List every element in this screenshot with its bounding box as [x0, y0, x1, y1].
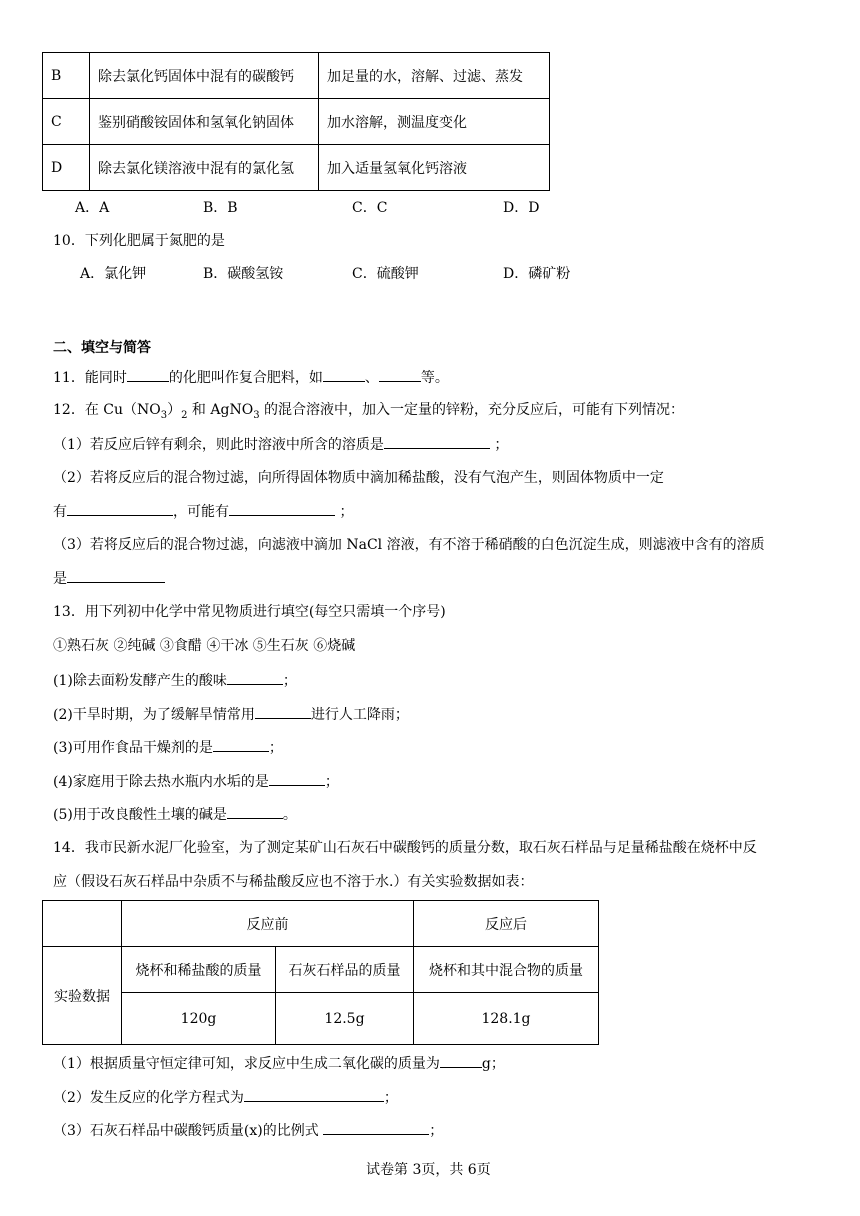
subscript: 3	[160, 409, 168, 421]
q12-sub3-cont	[53, 568, 165, 589]
data-value: 120g	[122, 993, 276, 1045]
experiment-data-table	[42, 900, 599, 1045]
punctuation: ；	[268, 740, 283, 756]
q12-sub2-text: 有	[53, 504, 67, 520]
q12-sub2-cont	[53, 501, 353, 522]
q14-sub3	[53, 1120, 443, 1141]
answer-blank[interactable]	[379, 367, 421, 382]
row-method: 加水溶解，测温度变化	[319, 99, 550, 145]
q14-stem-line1: 14．我市民新水泥厂化验室，为了测定某矿山石灰石中碳酸钙的质量分数，取石灰石样品与足量稀盐酸在烧杯中反	[53, 840, 757, 856]
answer-blank[interactable]	[440, 1053, 482, 1068]
punctuation: ；	[339, 504, 354, 520]
row-letter: C	[43, 99, 90, 145]
q12-sub1-text: （1）若反应后锌有剩余，则此时溶液中所含的溶质是	[53, 437, 384, 453]
q9-option-c: C．C	[352, 200, 388, 216]
q13-item-5	[53, 804, 297, 825]
q13-item-text: (4)家庭用于除去热水瓶内水垢的是	[53, 774, 269, 790]
q11-part4: 等。	[420, 370, 449, 386]
q13-item-3	[53, 737, 283, 758]
q11-part3: 、	[364, 370, 379, 386]
q14-sub1-text: （1）根据质量守恒定律可知，求反应中生成二氧化碳的质量为	[53, 1056, 440, 1072]
q13-stem: 13．用下列初中化学中常见物质进行填空(每空只需填一个序号)	[53, 604, 446, 620]
row-item: 鉴别硝酸铵固体和氢氧化钠固体	[90, 99, 319, 145]
q11-part1: 11．能同时	[53, 370, 127, 386]
options-table	[42, 52, 550, 191]
q12-sub2: （2）若将反应后的混合物过滤，向所得固体物质中滴加稀盐酸，没有气泡产生，则固体物质中一定	[53, 470, 664, 486]
row-label: 实验数据	[43, 947, 122, 1045]
q12-intro-text: 和 AgNO	[187, 402, 254, 418]
answer-blank[interactable]	[323, 367, 365, 382]
q12-intro-text: 12．在 Cu（NO	[53, 402, 161, 418]
q9-option-d: D．D	[503, 200, 540, 216]
q13-item-2	[53, 704, 409, 725]
punctuation: 。	[282, 807, 297, 823]
answer-blank[interactable]	[213, 737, 269, 752]
answer-blank[interactable]	[323, 1120, 429, 1135]
q13-item-text: (3)可用作食品干燥剂的是	[53, 740, 213, 756]
data-value: 12.5g	[276, 993, 414, 1045]
q10-option-b: B．碳酸氢铵	[203, 266, 284, 282]
row-letter: B	[43, 53, 90, 99]
punctuation: ；	[429, 1123, 444, 1139]
answer-blank[interactable]	[255, 704, 311, 719]
q11-part2: 的化肥叫作复合肥料，如	[168, 370, 323, 386]
q13-item-text: (1)除去面粉发酵产生的酸味	[53, 673, 227, 689]
before-header: 反应前	[122, 901, 414, 947]
subscript: 2	[181, 409, 188, 421]
row-method: 加入适量氢氧化钙溶液	[319, 145, 550, 191]
q10-option-a: A．氯化钾	[80, 266, 147, 282]
q9-option-b: B．B	[203, 200, 238, 216]
row-method: 加足量的水，溶解、过滤、蒸发	[319, 53, 550, 99]
punctuation: ；	[282, 673, 297, 689]
q12-intro-text: 的混合溶液中，加入一定量的锌粉，充分反应后，可能有下列情况：	[259, 402, 685, 418]
column-header: 烧杯和其中混合物的质量	[414, 947, 599, 993]
column-header: 烧杯和稀盐酸的质量	[122, 947, 276, 993]
q11	[53, 367, 449, 388]
q14-sub2-text: （2）发生反应的化学方程式为	[53, 1090, 244, 1106]
punctuation: ；	[324, 774, 339, 790]
q14-stem-line2: 应（假设石灰石样品中杂质不与稀盐酸反应也不溶于水.）有关实验数据如表：	[53, 874, 534, 890]
answer-blank[interactable]	[229, 501, 335, 516]
q9-option-a: A．A	[75, 200, 110, 216]
after-header: 反应后	[414, 901, 599, 947]
q12-intro-text: ）	[167, 402, 182, 418]
q13-item-4	[53, 771, 339, 792]
q12-sub2-text: ，可能有	[173, 504, 229, 520]
answer-blank[interactable]	[244, 1087, 384, 1102]
q10-stem: 10．下列化肥属于氮肥的是	[53, 233, 225, 249]
subscript: 3	[253, 409, 260, 421]
row-item: 除去氯化镁溶液中混有的氯化氢	[90, 145, 319, 191]
answer-blank[interactable]	[227, 804, 283, 819]
answer-blank[interactable]	[67, 501, 173, 516]
q14-sub1	[53, 1053, 505, 1074]
data-value: 128.1g	[414, 993, 599, 1045]
q13-options: ①熟石灰 ②纯碱 ③食醋 ④干冰 ⑤生石灰 ⑥烧碱	[53, 638, 356, 654]
q13-item-text: (2)干旱时期，为了缓解旱情常用	[53, 707, 255, 723]
q13-item-text: (5)用于改良酸性土壤的碱是	[53, 807, 227, 823]
q12-intro	[53, 400, 684, 426]
q13-item-text: 进行人工降雨；	[310, 707, 409, 723]
answer-blank[interactable]	[67, 568, 165, 583]
answer-blank[interactable]	[384, 434, 490, 449]
punctuation: ；	[494, 437, 509, 453]
section-title: 二、填空与简答	[53, 340, 151, 356]
row-item: 除去氯化钙固体中混有的碳酸钙	[90, 53, 319, 99]
q10-option-c: C．硫酸钾	[352, 266, 419, 282]
answer-blank[interactable]	[127, 367, 169, 382]
punctuation: g；	[481, 1056, 505, 1072]
empty-corner-cell	[43, 901, 122, 947]
row-letter: D	[43, 145, 90, 191]
answer-blank[interactable]	[227, 670, 283, 685]
page-footer: 试卷第 3页，共 6页	[366, 1162, 491, 1178]
q13-item-1	[53, 670, 297, 691]
q14-sub3-text: （3）石灰石样品中碳酸钙质量(x)的比例式	[53, 1123, 319, 1139]
q10-option-d: D．磷矿粉	[503, 266, 571, 282]
answer-blank[interactable]	[269, 771, 325, 786]
column-header: 石灰石样品的质量	[276, 947, 414, 993]
q14-sub2	[53, 1087, 398, 1108]
q12-sub1	[53, 434, 508, 455]
q12-sub3-text: 是	[53, 571, 67, 587]
punctuation: ；	[383, 1090, 398, 1106]
q12-sub3: （3）若将反应后的混合物过滤，向滤液中滴加 NaCl 溶液，有不溶于稀硝酸的白色沉淀生成，则滤液中含有的溶质	[53, 537, 765, 553]
